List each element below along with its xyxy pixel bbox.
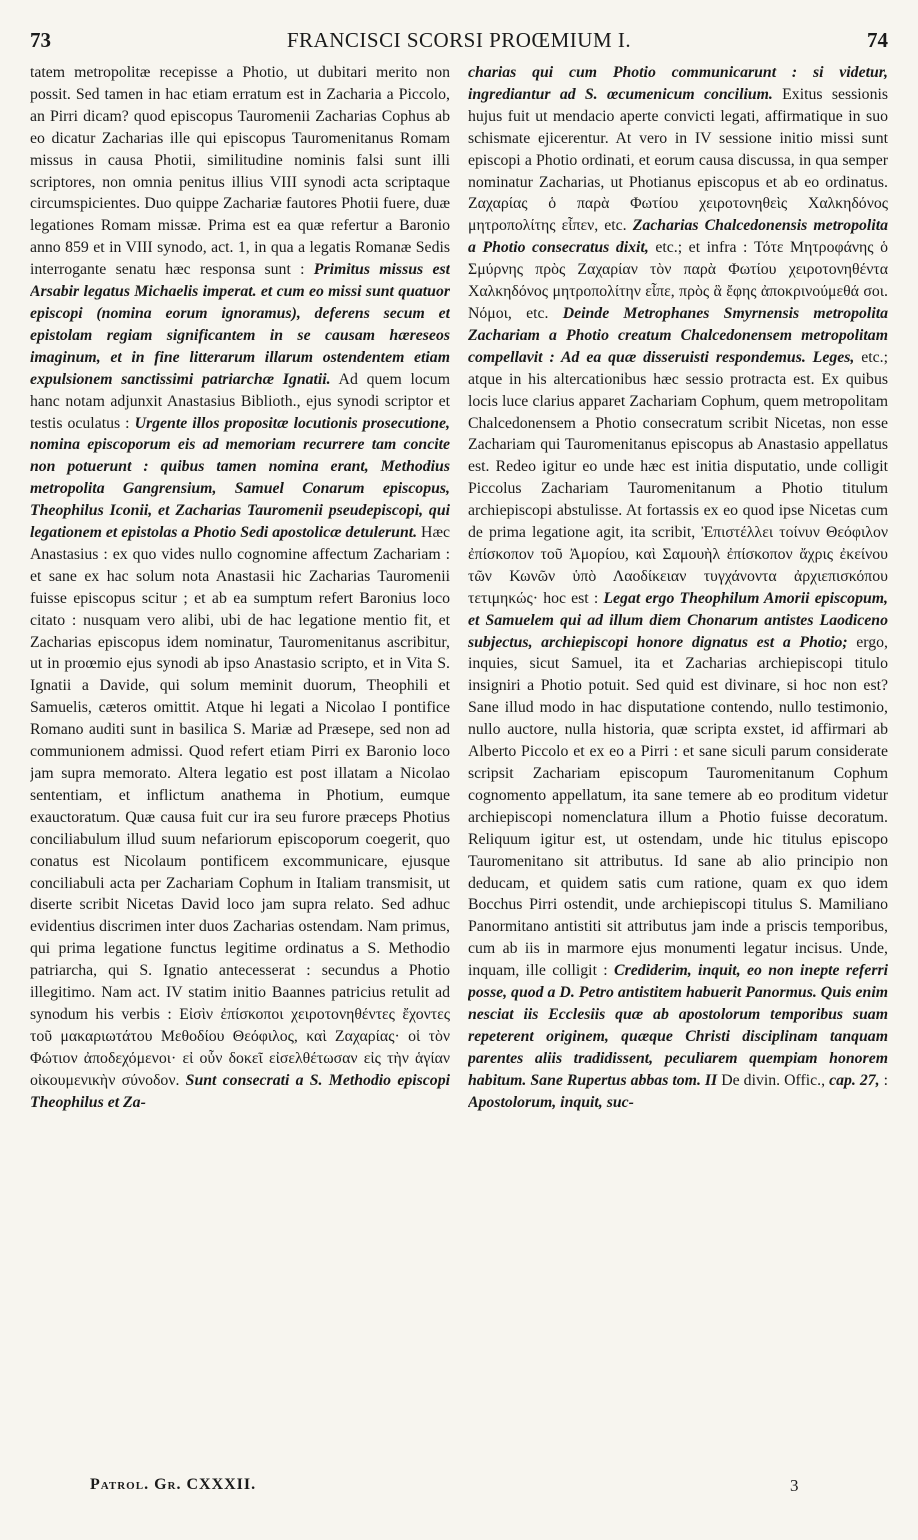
footer-signature: Patrol. Gr. CXXXII. [90, 1476, 257, 1493]
right-column-paragraph [468, 62, 888, 1114]
text-passage: Hæc Anastasius : ex quo vides nullo cognomine affectum Zachariam : et sane ex hac solum nota Anastasii hic Zacharias Tauromenii fuisse episcopus scitur ; et ab ea sumptum refert Baronius loco citato : nusquam vero alibi, ubi de hac legatione mentio fit, et Zacharias episcopus idem nominatur, Tauromenitanus ascribitur, ut in proœmio ejus synodi ab ipso Anastasio scripto, et in Vita S. Ignatii a Davide, qui solum meminit duorum, Theophili et Samuelis, cæteros omittit. Atque hi legati a Nicolao I pontifice Romano auditi sunt in basilica S. Mariæ ad Præsepe, sed non ad communionem admissi. Quod refert etiam Pirri ex Baronio loco jam supra memorato. Altera legatio est post illatam a Nicolao sententiam, et inflictum anathema in Photium, eumque exauctoratum. Quæ causa fuit cur ira seu furore præceps Photius conciliabulum illud suum nefariorum episcoporum coegerit, quo conatus est Nicolaum pontificem excommunicare, ejusque conciliabuli acta per Zachariam Cophum in Italiam transmisit, ut diserte scribit Nicetas David loco jam supra relato. Sed adhuc evidentius discrimen inter duos Zacharias ostendam. Nam primus, qui prima legatione functus legitime ordinatus a S. Methodio patriarcha, qui S. Ignatio antecesserat : secundus a Photio illegitimo. Nam act. IV statim initio Baannes patricius retulit ad synodum his verbis : Εἰσὶν ἐπίσκοποι χειροτονηθέντες ἔχοντες τοῦ μακαριωτάτου Μεθοδίου Θεόφιλος, καὶ Ζαχαρίας· οἱ τὸν Φώτιον ἀποδεχόμενοι· εἰ οὖν δοκεῖ εἰσελθέτωσαν εἰς τὴν ἁγίαν οἰκουμενικὴν σύνοδον. [30, 524, 450, 1089]
italic-passage: Sunt consecrati a S. Methodio episcopi Theophilus et Za- [30, 1071, 450, 1111]
running-head: FRANCISCI SCORSI PROŒMIUM I. [286, 28, 632, 52]
text-passage: tatem metropolitæ recepisse a Photio, ut dubitari merito non possit. Sed tamen in hac etiam erratum est in Zacharia a Piccolo, an Pirri dicam? quod episcopus Tauromenii Zacharias Cophus ab eo dicatur Zacharias ille qui episcopus Tauromenitanus Romam missus in causa Photii, similitudine nominis falsi sunt illi scriptores, non omnia penitus illius VIII synodi acta scriptaque circumspicientes. Duo quippe Zachariæ fautores Photii fuere, duæ legationes Romam missæ. Prima est ea quæ refertur a Baronio anno 859 et in VIII synodo, act. 1, in qua a legatis Romanæ Sedis interrogante senatu hæc responsa sunt : [30, 64, 450, 279]
italic-passage: Urgente illos propositæ locutionis prosecutione, nomina episcoporum eis ad memoriam recurrere tam concite non potuerunt : quibus tamen nomina erant, Methodius metropolita Gangrensium, Samuel Conarum episcopus, Theophilus Iconii, et Zacharias Tauromenii pseudepiscopi, qui legationem et epistolas a Photio Sedi apostolicæ detulerunt. [30, 414, 450, 542]
footer-sheet-number: 3 [790, 1476, 799, 1495]
italic-passage: Legat ergo Theophilum Amorii episcopum, et Samuelem qui ad illum diem Chonarum antistes Laodiceno subjectus, archiepiscopi honore dignatus est a Photio; [468, 589, 888, 651]
text-passage: : [879, 1071, 888, 1089]
page-number-left: 73 [30, 28, 51, 52]
italic-passage: Crediderim, inquit, eo non inepte referri posse, quod a D. Petro antistitem habuerit Panormus. Quis enim nesciat iis Ecclesiis quæ ab apostolorum temporibus suam repeterent originem, quæque Christi disciplinam tanquam parentes aliis tradidissent, peculiarem quempiam honorem habitum. Sane Rupertus abbas tom. II [468, 962, 888, 1089]
left-column-paragraph [30, 62, 450, 1114]
text-passage: ergo, inquies, sicut Samuel, ita et Zacharias archiepiscopi titulo insigniri a Photio potuit. Sed quid est divinare, si hoc non est? Sane illud modo in hac disputatione contendo, nullo testimonio, nullo auctore, nulla historia, quæ scripta exstet, id affirmari ab Alberto Piccolo et ex eo a Pirri : et sane siculi parum considerate scripsit Zachariam episcopum Tauromenitanum Cophum cognomento appellatum, ita sane temere ab eo proditum videtur archiepiscopi nomenclatura illum a Photio fuisse decoratum. Reliquum igitur est, ut ostendam, unde hic titulus episcopo Tauromenitano sit attributus. Id sane ab alio principio non deducam, et quidem satis cum ratione, quam ex quo idem Bocchus Pirri ostendit, unde archiepiscopi titulus S. Mamiliano Panormitano antistiti sit attributus jam inde a priscis temporibus, cum ab iis in marmore ejus monumenti legatur incisus. Unde, inquam, ille colligit : [468, 633, 888, 980]
text-columns [30, 62, 888, 1482]
page-header [30, 28, 888, 60]
italic-passage: cap. 27, [829, 1071, 880, 1089]
italic-passage: Apostolorum, inquit, suc- [468, 1093, 634, 1111]
text-passage: Ad quem locum hanc notam adjunxit Anastasius Biblioth., ejus synodi scriptor et testis oculatus : [30, 370, 450, 432]
right-column [468, 62, 888, 1482]
text-passage: etc.; et infra : Τότε Μητροφάνης ὁ Σμύρνης πρὸς Ζαχαρίαν τὸν παρὰ Φωτίου χειροτονηθέντα Χαλκηδόνος μητροπολίτην εἶπε, πρὸς ἃ ἔφης ἀποκρινούμεθά σοι. Νόμοι, etc. [468, 239, 888, 322]
text-passage: etc.; atque in his altercationibus hæc sessio protracta est. Ex quibus locis luce clarius apparet Zachariam Cophum, quem metropolitam Chalcedonensem a Photio consecratum scribit Nicetas, non esse Zachariam qui Tauromenitanus episcopus ab Anastasio appellatus est. Redeo igitur eo unde hæc est initia disputatio, unde colligit Piccolus Zachariam Tauromenitanum a Photio titulum archiepiscopi abstulisse. At fortassis ex eo quod ipse Nicetas cum de prima legatione agit, ita scribit, Ἐπιστέλλει τοίνυν Θεόφιλον ἐπίσκοπον τοῦ Ἀμορίου, καὶ Σαμουὴλ ἐπίσκοπον ἄχρις ἐκείνου τῶν Κωνῶν ὑπὸ Λαοδίκειαν τυγχάνοντα ἀρχιεπισκόπου τετιμηκώς· hoc est : [468, 348, 888, 607]
text-passage: De divin. Offic., [717, 1071, 830, 1089]
italic-passage: Deinde Metrophanes Smyrnensis metropolita Zachariam a Photio creatum Chalcedonensem metropolitam compellavit : Ad ea quæ disseruisti respondemus. Leges, [468, 304, 888, 366]
page-number-right: 74 [867, 28, 888, 52]
italic-passage: Zacharias Chalcedonensis metropolita a Photio consecratus dixit, [468, 217, 888, 257]
italic-passage: charias qui cum Photio communicarunt : si videtur, ingrediantur ad S. œcumenicum concilium. [468, 64, 888, 103]
text-passage: Exitus sessionis hujus fuit ut mendacio aperte convicti legati, affirmatique in suo schismate ejicerentur. At vero in IV sessione initio missi sunt episcopi a Photio ordinati, et eorum causa discussa, in qua semper nominatur Zacharias, ut Photianus episcopus et ab eo ordinatus. Ζαχαρίας ὁ παρὰ Φωτίου χειροτονηθεὶς Χαλκηδόνος μητροπολίτης εἶπεν, etc. [468, 85, 888, 235]
italic-passage: Primitus missus est Arsabir legatus Michaelis imperat. et cum eo missi sunt quatuor episcopi (nomina eorum ignoramus), deferens secum et epistolam regiam significantem in se causam hæreseos imaginum, et in fine litterarum illarum ostendentem etiam expulsionem sanctissimi patriarchæ Ignatii. [30, 261, 450, 388]
left-column [30, 62, 450, 1482]
